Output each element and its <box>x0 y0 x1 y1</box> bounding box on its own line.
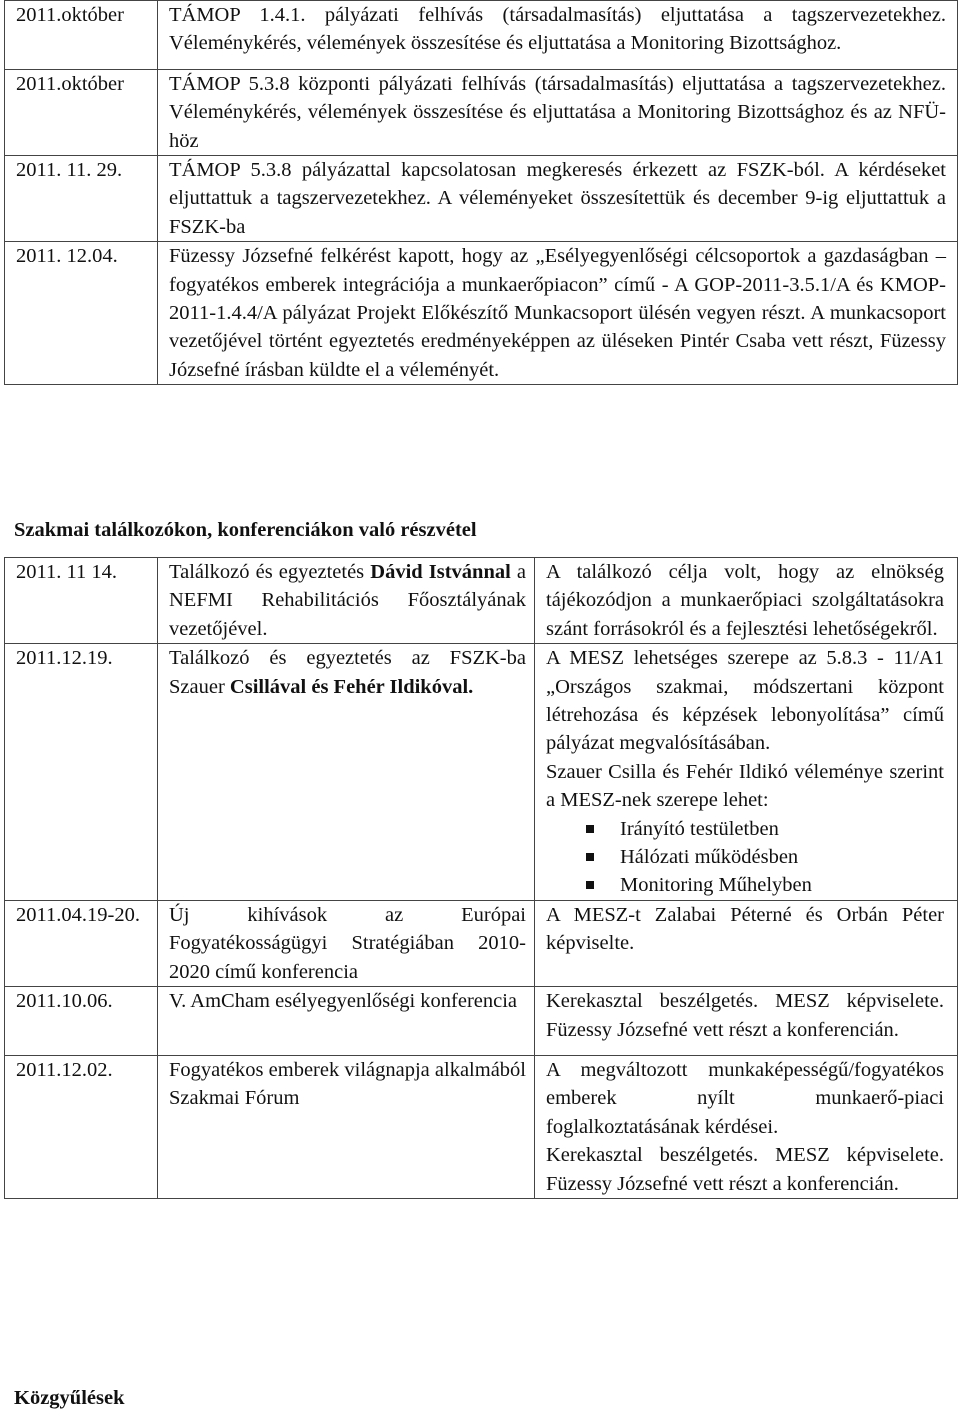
table-row <box>5 900 958 986</box>
description-cell: TÁMOP 5.3.8 központi pályázati felhívás (társadalmasítás) eljuttatása a tagszervezetekhez. Véleménykérés, vélemények összesítése és eljuttatása a Monitoring Bizottsághoz és az NFÜ-höz <box>158 69 958 155</box>
result-cell: A MESZ-t Zalabai Péterné és Orbán Péter képviselte. <box>535 900 958 986</box>
table-row <box>5 558 958 644</box>
result-cell: A találkozó célja volt, hogy az elnökség tájékozódjon a munkaerőpiaci szolgáltatásokra szánt forrásokról és a fejlesztési lehetőségekről. <box>535 558 958 644</box>
event-cell: Találkozó és egyeztetés Dávid Istvánnal a NEFMI Rehabilitációs Főosztályának vezetőjével. <box>158 558 535 644</box>
date-cell: 2011.október <box>5 69 158 155</box>
result-cell: A MESZ lehetséges szerepe az 5.8.3 - 11/A1 „Országos szakmai, módszertani központ létrehozása és képzések lebonyolítása” című pályázat megvalósításában. Szauer Csilla és Fehér Ildikó véleménye szerint a MESZ-nek szerepe lehet: Irányító testületben Hálózati működésben Monitoring Műhelyben <box>535 644 958 901</box>
square-bullet-icon <box>586 825 594 833</box>
table-row <box>5 156 958 242</box>
event-cell: Új kihívások az Európai Fogyatékosságügyi Stratégiában 2010-2020 című konferencia <box>158 900 535 986</box>
section-heading-assemblies: Közgyűlések <box>14 1387 125 1409</box>
list-item: Hálózati működésben <box>586 843 944 871</box>
date-cell: 2011. 11. 29. <box>5 156 158 242</box>
square-bullet-icon <box>586 881 594 889</box>
date-cell: 2011.12.19. <box>5 644 158 901</box>
table-row <box>5 1 958 70</box>
date-cell: 2011.12.02. <box>5 1055 158 1198</box>
meetings-table <box>4 557 958 1199</box>
description-cell: Füzessy Józsefné felkérést kapott, hogy az „Esélyegyenlőségi célcsoportok a gazdaságban – fogyatékos emberek integrációja a munkaerőpiacon” című - A GOP-2011-3.5.1/A és KMOP-2011-1.4.4/A pályázat Projekt Előkészítő Munkacsoport ülésén vegyen részt. A munkacsoport vezetőjével történt egyeztetés eredményeképpen az üléseken Pintér Csaba vett részt, Füzessy Józsefné írásban küldte el a véleményét. <box>158 242 958 385</box>
table-row <box>5 644 958 901</box>
event-cell: V. AmCham esélyegyenlőségi konferencia <box>158 987 535 1056</box>
table-row <box>5 242 958 385</box>
event-cell: Fogyatékos emberek világnapja alkalmából Szakmai Fórum <box>158 1055 535 1198</box>
list-item: Irányító testületben <box>586 815 944 843</box>
role-list <box>546 815 944 900</box>
description-cell: TÁMOP 1.4.1. pályázati felhívás (társadalmasítás) eljuttatása a tagszervezetekhez. Véleménykérés, vélemények összesítése és eljuttatása a Monitoring Bizottsághoz. <box>158 1 958 70</box>
result-cell: Kerekasztal beszélgetés. MESZ képviselete. Füzessy Józsefné vett részt a konferencián. <box>535 987 958 1056</box>
table-row <box>5 69 958 155</box>
date-cell: 2011.október <box>5 1 158 70</box>
description-cell: TÁMOP 5.3.8 pályázattal kapcsolatosan megkeresés érkezett az FSZK-ból. A kérdéseket eljuttattuk a tagszervezetekhez. A véleményeket összesítettük és december 9-ig eljuttattuk a FSZK-ba <box>158 156 958 242</box>
table-row <box>5 1055 958 1198</box>
activity-table <box>4 0 958 385</box>
result-cell: A megváltozott munkaképességű/fogyatékos emberek nyílt munkaerő-piaci foglalkoztatásának kérdései. Kerekasztal beszélgetés. MESZ képviselete. Füzessy Józsefné vett részt a konferencián. <box>535 1055 958 1198</box>
list-item: Monitoring Műhelyben <box>586 871 944 899</box>
date-cell: 2011.10.06. <box>5 987 158 1056</box>
date-cell: 2011.04.19-20. <box>5 900 158 986</box>
table-row <box>5 987 958 1056</box>
square-bullet-icon <box>586 853 594 861</box>
section-heading-meetings: Szakmai találkozókon, konferenciákon való részvétel <box>14 519 477 541</box>
event-cell: Találkozó és egyeztetés az FSZK-ba Szauer Csillával és Fehér Ildikóval. <box>158 644 535 901</box>
date-cell: 2011. 11 14. <box>5 558 158 644</box>
date-cell: 2011. 12.04. <box>5 242 158 385</box>
